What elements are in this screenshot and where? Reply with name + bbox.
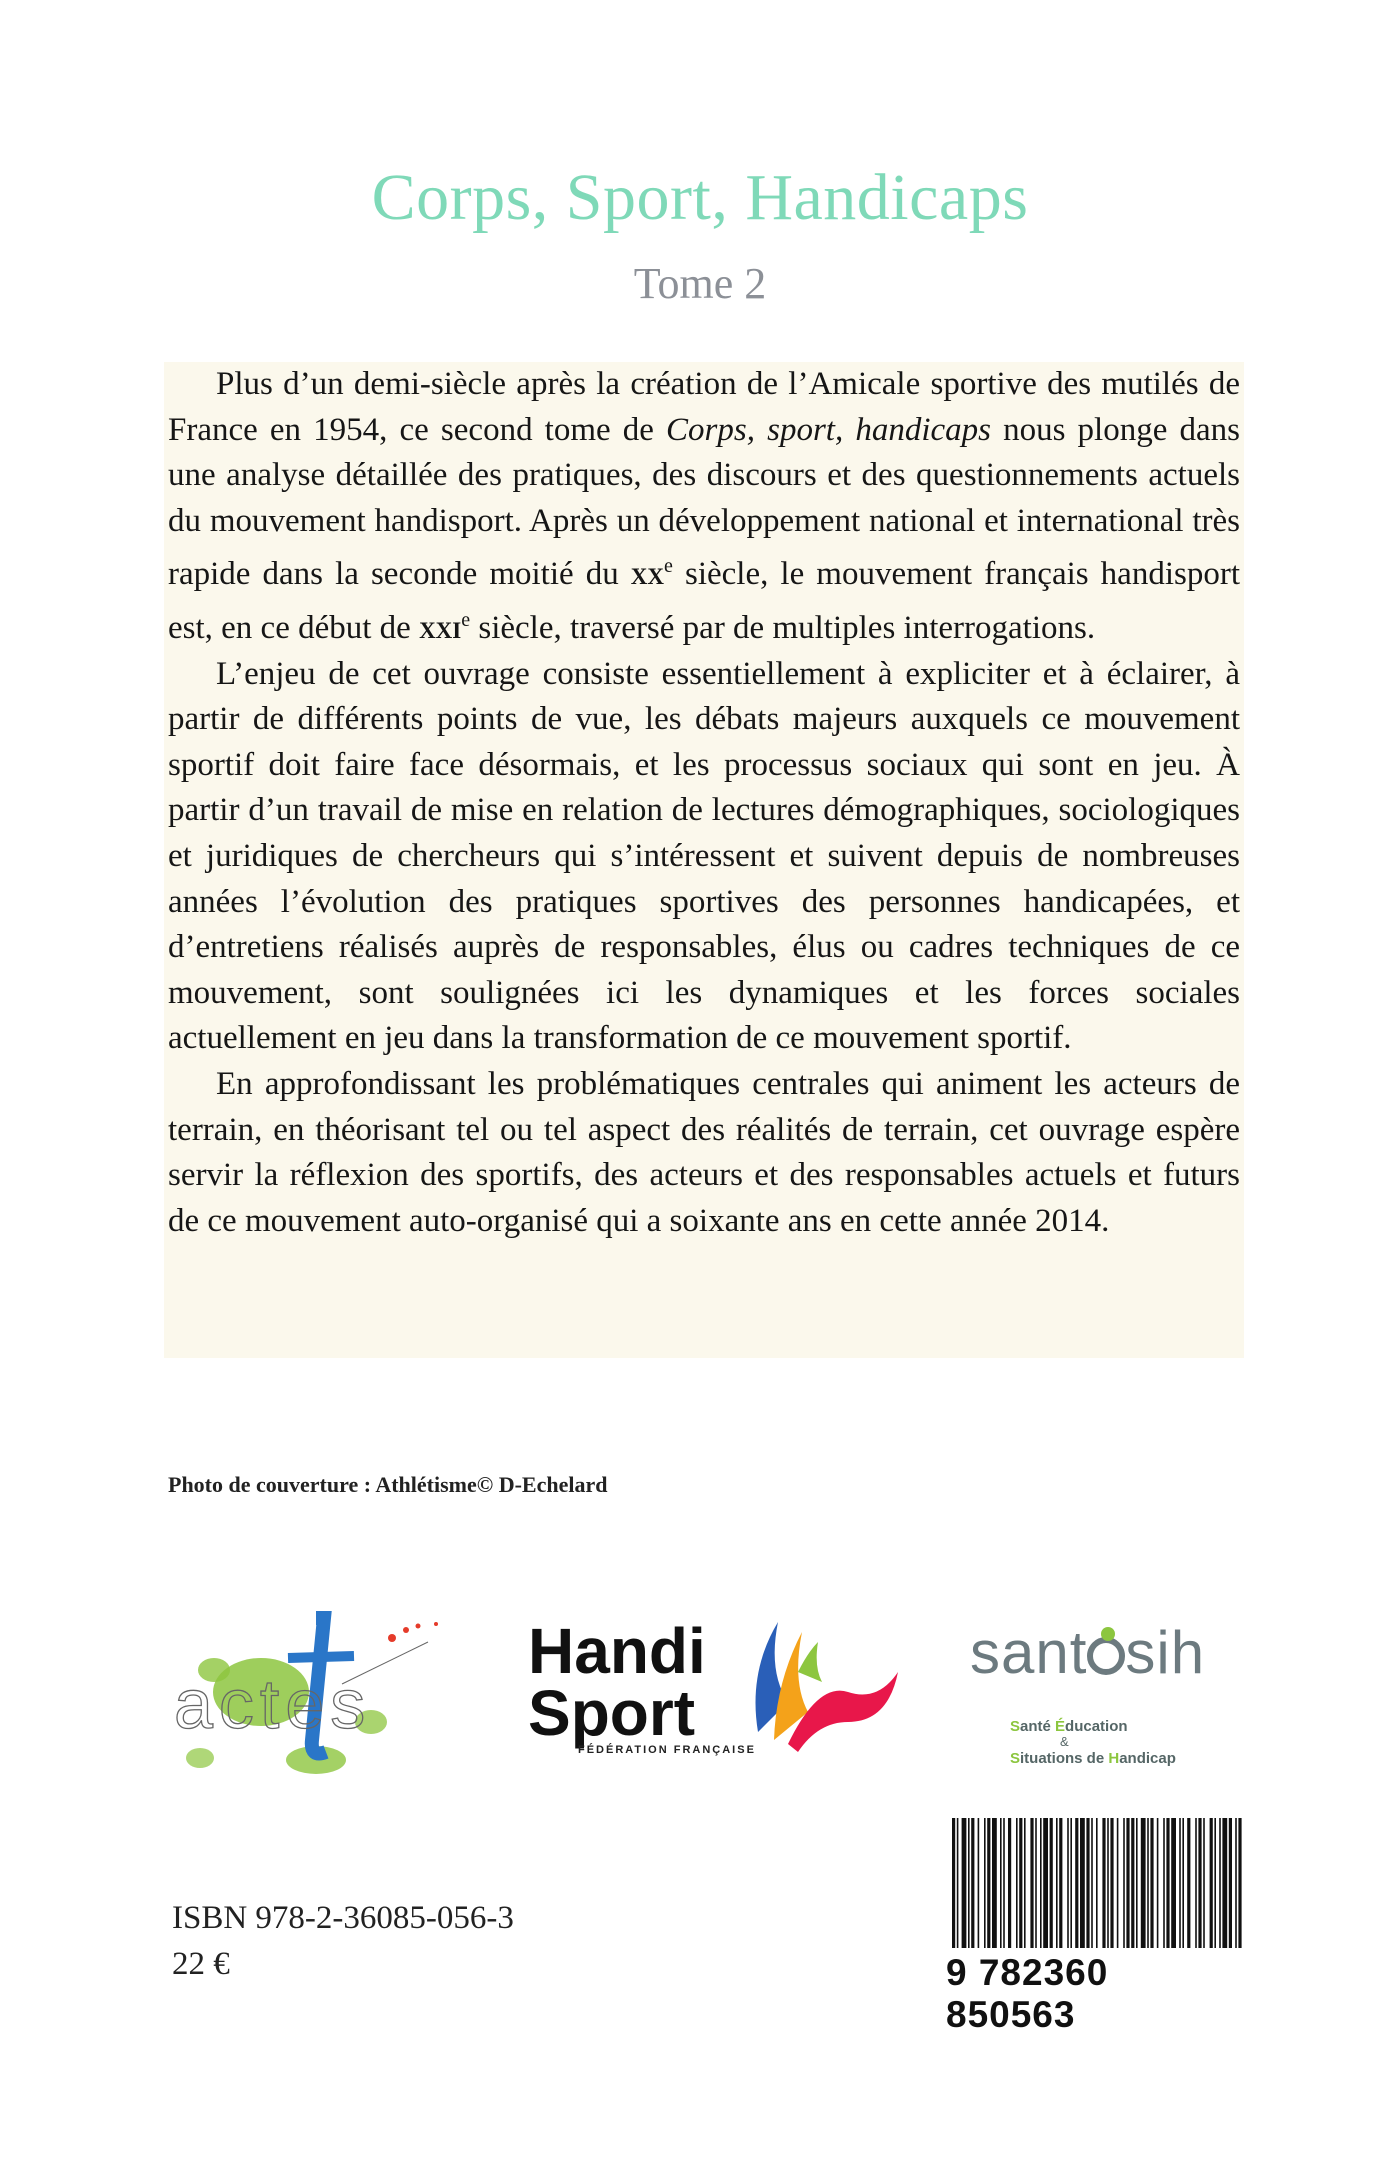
handisport-logo — [528, 1612, 908, 1762]
actes-wordmark: actes — [174, 1665, 372, 1743]
actes-logo — [166, 1600, 466, 1780]
barcode-bar — [1166, 1818, 1169, 1948]
barcode-bar — [1187, 1818, 1190, 1948]
barcode-bar — [1214, 1818, 1216, 1948]
santesih-tagline-1: Santé Éducation — [1010, 1718, 1128, 1735]
handisport-wordmark: Handi Sport — [528, 1615, 706, 1749]
santesih-logo — [960, 1618, 1260, 1778]
barcode-bar — [1080, 1818, 1085, 1948]
barcode-bar — [1024, 1818, 1026, 1948]
santesih-tagline-2: Situations de Handicap — [1010, 1750, 1176, 1767]
barcode-bar — [1198, 1818, 1201, 1948]
barcode-bar — [1235, 1818, 1237, 1948]
book-title: Corps, Sport, Handicaps — [371, 161, 1029, 234]
summary-paragraph-1: Plus d’un demi-siècle après la création de l’Amicale sportive des mutilés de France en 1954, ce second tome de Corps, sport, handicaps nous plonge dans une analyse détaillée des pratiques, des discours et des questionnements actuels du mouvement handisport. Après un développement national et international très rapide dans la seconde moitié du $xx^e$ siècle, le mouvement français handisport est, en ce début de xxi$^e$ siècle, traversé par de multiples interrogations. — [168, 366, 1240, 646]
barcode-bar — [1059, 1818, 1062, 1948]
barcode-bar — [1210, 1818, 1213, 1948]
barcode-bar — [1008, 1818, 1011, 1948]
santesih-wordmark: sant sih — [970, 1619, 1206, 1686]
barcode-bar — [1150, 1818, 1153, 1948]
barcode — [950, 1818, 1244, 1968]
barcode-bar — [978, 1818, 980, 1948]
barcode-bar — [1000, 1818, 1002, 1948]
barcode-bar — [1091, 1818, 1093, 1948]
barcode-bar — [1157, 1818, 1159, 1948]
barcode-bar — [1141, 1818, 1146, 1948]
barcode-bar — [1016, 1818, 1018, 1948]
barcode-bar — [1086, 1818, 1089, 1948]
barcode-bar — [962, 1818, 967, 1948]
barcode-bar — [1222, 1818, 1227, 1948]
barcode-bar — [1117, 1818, 1119, 1948]
barcode-bar — [1070, 1818, 1072, 1948]
barcode-bar — [1096, 1818, 1098, 1948]
barcode-bar — [1107, 1818, 1109, 1948]
barcode-bar — [987, 1818, 990, 1948]
summary-paragraph-2: L’enjeu de cet ouvrage consiste essentiellement à expliciter et à éclairer, à partir de différents points de vue, les débats majeurs auxquels ce mouvement sportif doit faire face désormais, et les processus sociaux qui sont en jeu. À partir d’un travail de mise en relation de lectures démographiques, sociologiques et juridiques de chercheurs qui s’intéressent et suivent depuis de nombreuses années l’évolution des pratiques sportives des personnes handicapées, et d’entretiens réalisés auprès de responsables, élus ou cadres techniques de ce mouvement, sont soulignées ici les dynamiques et les forces sociales actuellement en jeu dans la transformation de ce mouvement sportif. — [168, 655, 1240, 1057]
barcode-bar — [1131, 1818, 1134, 1948]
barcode-bar — [1126, 1818, 1129, 1948]
barcode-digits: 9 782360 850563 — [946, 1952, 1109, 2035]
barcode-bar — [952, 1818, 955, 1948]
barcode-bar — [1182, 1818, 1184, 1948]
barcode-bar — [1030, 1818, 1033, 1948]
barcode-bar — [1102, 1818, 1105, 1948]
barcode-bar — [968, 1818, 970, 1948]
barcode-bar — [1147, 1818, 1149, 1948]
santesih-ampersand: & — [1060, 1734, 1069, 1749]
barcode-bar — [1136, 1818, 1138, 1948]
price: 22 € — [172, 1946, 230, 1982]
barcode-bar — [1035, 1818, 1037, 1948]
summary-paragraph-3: En approfondissant les problématiques centrales qui animent les acteurs de terrain, en théorisant tel ou tel aspect des réalités de terrain, cet ouvrage espère servir la réflexion des sportifs, des acteurs et des responsables actuels et futurs de ce mouvement auto-organisé qui a soixante ans en cette année 2014. — [168, 1065, 1240, 1239]
barcode-bar — [1067, 1818, 1069, 1948]
book-volume: Tome 2 — [633, 259, 767, 308]
book-title-inline: Corps, sport, handicaps — [666, 411, 991, 448]
barcode-bar — [1003, 1818, 1005, 1948]
barcode-bar — [992, 1818, 997, 1948]
barcode-bar — [971, 1818, 974, 1948]
barcode-bar — [1219, 1818, 1221, 1948]
barcode-bar — [1229, 1818, 1232, 1948]
handisport-flame-icon — [738, 1612, 908, 1762]
barcode-bar — [1179, 1818, 1181, 1948]
handisport-federation: FÉDÉRATION FRANÇAISE — [578, 1744, 756, 1756]
barcode-bar — [1110, 1818, 1113, 1948]
isbn: ISBN 978-2-36085-056-3 — [172, 1900, 514, 1936]
barcode-bar — [1075, 1818, 1078, 1948]
barcode-bar — [957, 1818, 959, 1948]
barcode-bar — [1040, 1818, 1042, 1948]
photo-credit: Photo de couverture : Athlétisme© D-Echelard — [168, 1472, 608, 1497]
barcode-bar — [1163, 1818, 1165, 1948]
barcode-bar — [1238, 1818, 1241, 1948]
barcode-bar — [1056, 1818, 1058, 1948]
barcode-bar — [1171, 1818, 1176, 1948]
back-cover-summary — [164, 362, 1244, 1358]
barcode-bar — [984, 1818, 986, 1948]
barcode-bar — [1203, 1818, 1205, 1948]
barcode-bar — [1019, 1818, 1022, 1948]
barcode-bar — [1043, 1818, 1048, 1948]
barcode-bar — [1195, 1818, 1197, 1948]
barcode-bar — [1050, 1818, 1053, 1948]
barcode-bar — [1123, 1818, 1125, 1948]
